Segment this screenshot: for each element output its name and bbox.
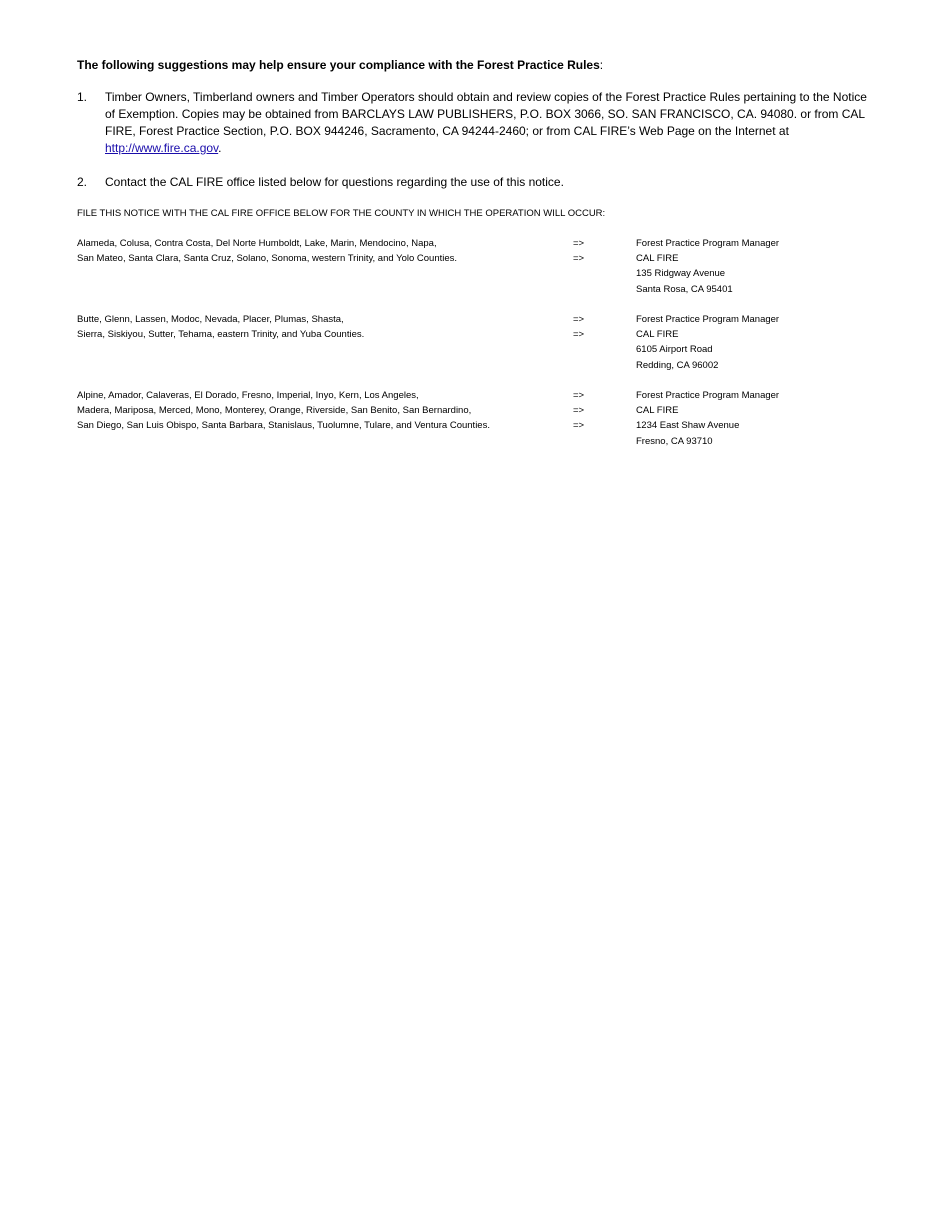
arrow-column xyxy=(573,312,584,342)
office-address xyxy=(636,236,779,297)
arrow-marker: => xyxy=(573,390,585,401)
county-list xyxy=(77,236,557,266)
county-list xyxy=(77,388,557,434)
address-line: 6105 Airport Road xyxy=(636,344,713,356)
arrow-marker: => xyxy=(573,405,585,417)
office-address xyxy=(636,312,779,373)
address-line: Santa Rosa, CA 95401 xyxy=(636,283,733,295)
compliance-heading-text: The following suggestions may help ensure your compliance with the Forest Practice Rules xyxy=(77,58,600,72)
compliance-heading-colon: : xyxy=(599,58,604,72)
address-line: Forest Practice Program Manager xyxy=(636,390,780,401)
county-line: Butte, Glenn, Lassen, Modoc, Nevada, Placer, Plumas, Shasta, xyxy=(77,314,344,325)
address-line: CAL FIRE xyxy=(636,253,679,265)
address-line: Forest Practice Program Manager xyxy=(636,238,780,249)
address-line: CAL FIRE xyxy=(636,329,679,341)
office-address xyxy=(636,388,779,449)
suggestion-text-body: Timber Owners, Timberland owners and Timber Operators should obtain and review copies of the Forest Practice Rules pertaining to the Notice of Exemption. Copies may be obtained from BARCLAYS LAW PUBLISHERS, P.O. BOX 3066, SO. SAN FRANCISCO, CA. 94080. or from CAL FIRE, Forest Practice Section, P.O. BOX 944246, Sacramento, CA 94244-2460; or from CAL FIRE’s Web Page on the Internet at xyxy=(105,90,867,138)
arrow-column xyxy=(573,388,584,434)
address-line: CAL FIRE xyxy=(636,405,679,417)
county-line: Alameda, Colusa, Contra Costa, Del Norte Humboldt, Lake, Marin, Mendocino, Napa, xyxy=(77,238,437,249)
address-line: Forest Practice Program Manager xyxy=(636,314,780,325)
arrow-marker: => xyxy=(573,253,585,265)
county-line: San Diego, San Luis Obispo, Santa Barbara, Stanislaus, Tuolumne, Tulare, and Ventura Counties. xyxy=(77,420,490,432)
address-line: 1234 East Shaw Avenue xyxy=(636,420,740,432)
suggestion-text: Contact the CAL FIRE office listed below for questions regarding the use of this notice. xyxy=(105,175,564,189)
arrow-marker: => xyxy=(573,238,585,249)
suggestion-text-end: . xyxy=(218,141,222,155)
address-line: Fresno, CA 93710 xyxy=(636,435,713,447)
arrow-column xyxy=(573,236,584,266)
arrow-marker: => xyxy=(573,314,585,325)
address-line: 135 Ridgway Avenue xyxy=(636,268,726,280)
compliance-heading xyxy=(77,57,603,73)
suggestion-item-1 xyxy=(77,89,877,157)
file-notice-instruction: FILE THIS NOTICE WITH THE CAL FIRE OFFICE BELOW FOR THE COUNTY IN WHICH THE OPERATION WILL OCCUR: xyxy=(77,208,606,219)
suggestion-item-2 xyxy=(77,174,877,191)
county-line: Sierra, Siskiyou, Sutter, Tehama, eastern Trinity, and Yuba Counties. xyxy=(77,329,365,341)
arrow-marker: => xyxy=(573,420,585,432)
suggestion-number: 1. xyxy=(77,90,88,104)
suggestion-number: 2. xyxy=(77,175,88,189)
county-line: Alpine, Amador, Calaveras, El Dorado, Fresno, Imperial, Inyo, Kern, Los Angeles, xyxy=(77,390,419,401)
cal-fire-website-link[interactable]: http://www.fire.ca.gov xyxy=(105,141,219,155)
suggestion-text xyxy=(105,89,877,157)
county-line: San Mateo, Santa Clara, Santa Cruz, Solano, Sonoma, western Trinity, and Yolo Counties. xyxy=(77,253,458,265)
county-line: Madera, Mariposa, Merced, Mono, Monterey, Orange, Riverside, San Benito, San Bernardino, xyxy=(77,405,472,417)
county-list xyxy=(77,312,557,342)
arrow-marker: => xyxy=(573,329,585,341)
address-line: Redding, CA 96002 xyxy=(636,359,719,371)
